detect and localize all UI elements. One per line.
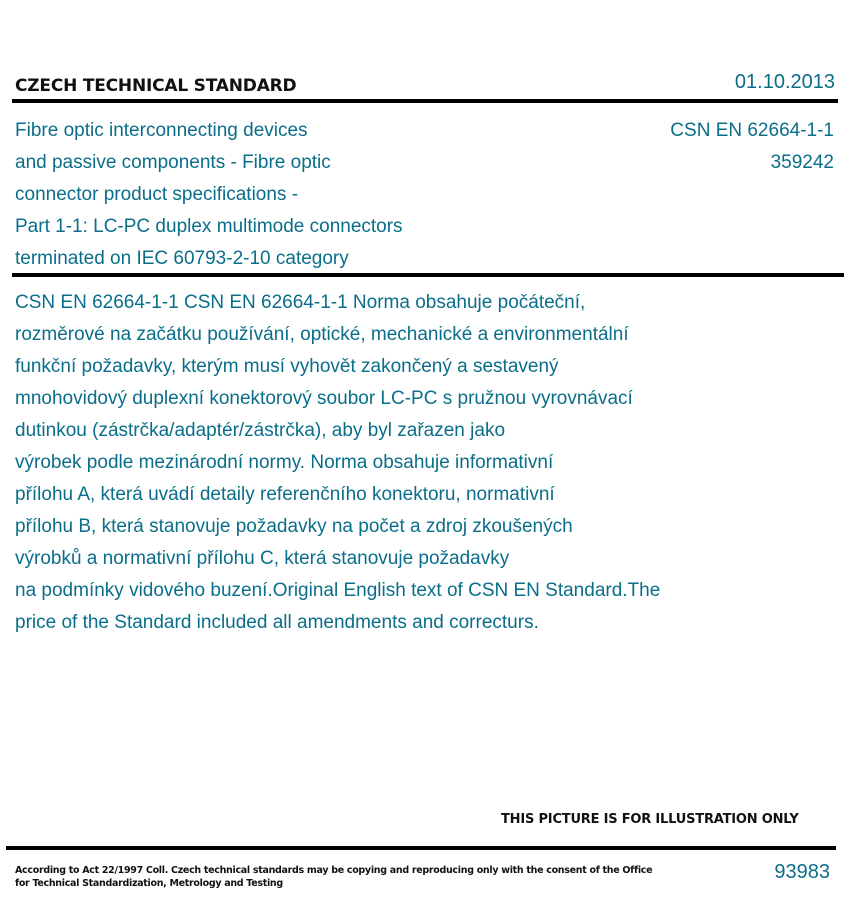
standard-code: CSN EN 62664-1-1 bbox=[670, 120, 834, 141]
title-line: and passive components - Fibre optic bbox=[15, 152, 331, 173]
description-line: přílohu A, která uvádí detaily referenčního konektoru, normativní bbox=[15, 484, 555, 505]
description-line: rozměrové na začátku používání, optické, mechanické a environmentální bbox=[15, 324, 629, 345]
legal-line: According to Act 22/1997 Coll. Czech technical standards may be copying and reproducing only with the consent of the Office bbox=[15, 865, 653, 876]
footer-divider bbox=[6, 846, 836, 850]
class-number: 359242 bbox=[770, 152, 834, 173]
catalog-number: 93983 bbox=[774, 861, 830, 883]
document-type-heading: CZECH TECHNICAL STANDARD bbox=[15, 76, 297, 96]
description-line: na podmínky vidového buzení.Original English text of CSN EN Standard.The bbox=[15, 580, 661, 601]
title-line: Part 1-1: LC-PC duplex multimode connectors bbox=[15, 216, 403, 237]
description-line: CSN EN 62664-1-1 CSN EN 62664-1-1 Norma obsahuje počáteční, bbox=[15, 292, 586, 313]
description-line: přílohu B, která stanovuje požadavky na počet a zdroj zkoušených bbox=[15, 516, 573, 537]
standard-identifiers bbox=[670, 115, 834, 179]
description-line: výrobek podle mezinárodní normy. Norma obsahuje informativní bbox=[15, 452, 554, 473]
title-line: Fibre optic interconnecting devices bbox=[15, 120, 308, 141]
description-line: mnohovidový duplexní konektorový soubor LC-PC s pružnou vyrovnávací bbox=[15, 388, 633, 409]
standard-description bbox=[15, 287, 845, 639]
description-line: dutinkou (zástrčka/adaptér/zástrčka), aby byl zařazen jako bbox=[15, 420, 506, 441]
publication-date: 01.10.2013 bbox=[734, 71, 835, 93]
description-line: výrobků a normativní přílohu C, která stanovuje požadavky bbox=[15, 548, 510, 569]
illustration-disclaimer: THIS PICTURE IS FOR ILLUSTRATION ONLY bbox=[501, 812, 799, 827]
header-divider bbox=[12, 99, 838, 103]
legal-notice bbox=[15, 864, 652, 890]
legal-line: for Technical Standardization, Metrology and Testing bbox=[15, 878, 283, 889]
description-line: funkční požadavky, kterým musí vyhovět zakončený a sestavený bbox=[15, 356, 559, 377]
description-line: price of the Standard included all amendments and correcturs. bbox=[15, 612, 539, 633]
title-divider bbox=[12, 273, 844, 277]
title-line: terminated on IEC 60793-2-10 category bbox=[15, 248, 349, 269]
standard-title bbox=[15, 115, 403, 275]
title-line: connector product specifications - bbox=[15, 184, 299, 205]
